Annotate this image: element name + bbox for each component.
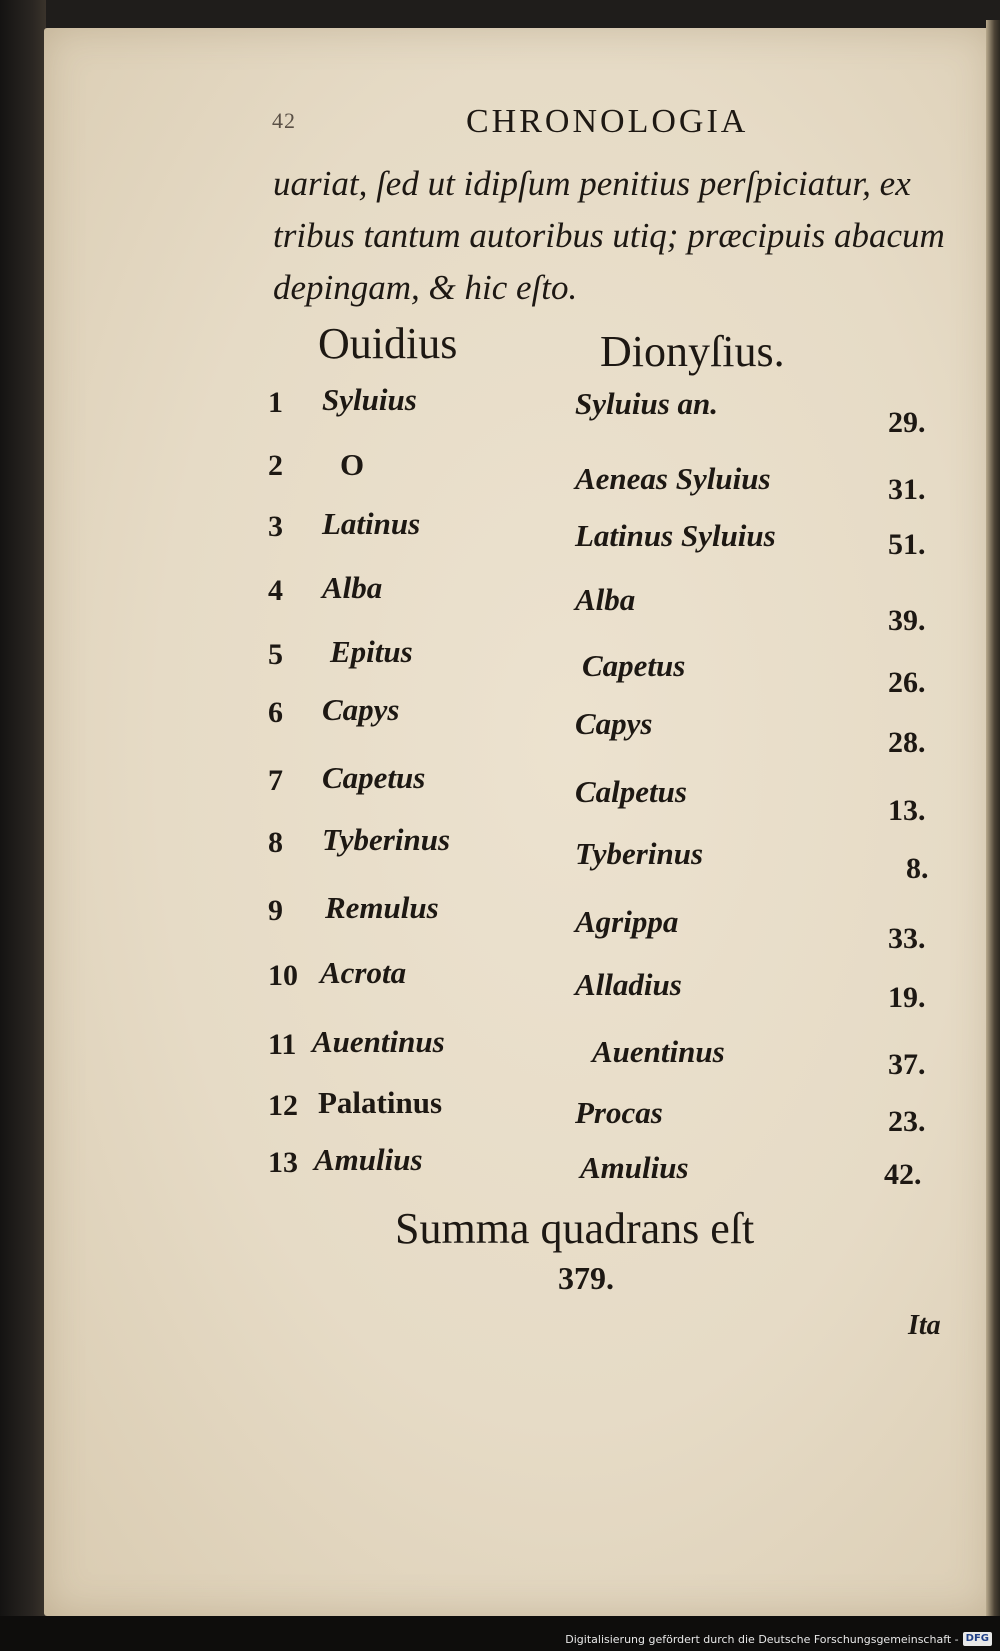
dionysius-name: Procas — [575, 1095, 663, 1130]
dionysius-name: Agrippa — [575, 904, 679, 939]
dionysius-name: Calpetus — [575, 774, 687, 809]
table-row — [0, 445, 1000, 505]
reign-years: 29. — [888, 406, 926, 439]
dionysius-name: Alladius — [575, 967, 682, 1002]
table-row — [0, 955, 1000, 1015]
ovid-name: Palatinus — [318, 1085, 443, 1120]
column-header-ouidius: Ouidius — [318, 319, 458, 368]
ovid-name: Epitus — [330, 634, 413, 669]
row-number: 1 — [268, 386, 283, 419]
reign-years: 51. — [888, 528, 926, 561]
table-row — [0, 382, 1000, 442]
reign-years: 37. — [888, 1048, 926, 1081]
table-row — [0, 506, 1000, 566]
summa-label: Summa quadrans eſt — [395, 1204, 755, 1253]
page-edge — [986, 20, 1000, 1620]
reign-years: 8. — [906, 852, 929, 885]
summa-value: 379. — [558, 1260, 614, 1296]
dionysius-name: Alba — [575, 582, 636, 617]
running-head: CHRONOLOGIA — [466, 103, 749, 140]
dionysius-name: Syluius an. — [575, 386, 719, 421]
reign-years: 31. — [888, 473, 926, 506]
dionysius-name: Tyberinus — [575, 836, 704, 871]
reign-years: 28. — [888, 726, 926, 759]
page-number: 42 — [272, 108, 296, 133]
reign-years: 39. — [888, 604, 926, 637]
table-row — [0, 692, 1000, 759]
row-number: 10 — [268, 959, 298, 992]
row-number: 13 — [268, 1146, 298, 1179]
table-row — [0, 1142, 1000, 1202]
ovid-name: O — [340, 447, 365, 482]
reign-years: 19. — [888, 981, 926, 1014]
ovid-name: Alba — [322, 570, 383, 605]
intro-line: depingam, & hic eſto. — [273, 268, 578, 307]
credit-text: Digitalisierung gefördert durch die Deutsche Forschungsgemeinschaft - — [565, 1632, 959, 1646]
reign-years: 23. — [888, 1105, 926, 1138]
dionysius-name: Auentinus — [592, 1034, 725, 1069]
table-row — [0, 634, 1000, 699]
row-number: 3 — [268, 510, 283, 543]
catchword: Ita — [908, 1310, 941, 1341]
intro-line: tribus tantum autoribus utiq; præcipuis abacum — [273, 216, 945, 255]
row-number: 9 — [268, 894, 283, 927]
intro-paragraph — [273, 158, 953, 314]
reign-years: 13. — [888, 794, 926, 827]
table-row — [0, 890, 1000, 955]
ovid-name: Auentinus — [312, 1024, 445, 1059]
dionysius-name: Amulius — [580, 1150, 689, 1185]
ovid-name: Latinus — [322, 506, 421, 541]
row-number: 7 — [268, 764, 283, 797]
table-row — [0, 760, 1000, 827]
ovid-name: Tyberinus — [322, 822, 451, 857]
reign-years: 33. — [888, 922, 926, 955]
row-number: 2 — [268, 449, 283, 482]
dfg-logo: DFG — [963, 1632, 992, 1646]
reign-years: 26. — [888, 666, 926, 699]
row-number: 11 — [268, 1028, 297, 1061]
ovid-name: Syluius — [322, 382, 417, 417]
table-row — [0, 1024, 1000, 1084]
ovid-name: Capys — [322, 692, 400, 727]
table-row — [0, 570, 1000, 637]
ovid-name: Capetus — [322, 760, 426, 795]
intro-line: uariat, ſed ut idipſum penitius perſpiciatur, ex — [273, 164, 911, 203]
column-header-dionysius: Dionyſius. — [600, 327, 785, 376]
ovid-name: Acrota — [320, 955, 407, 990]
table-row — [0, 822, 1000, 885]
row-number: 6 — [268, 696, 283, 729]
row-number: 4 — [268, 574, 283, 607]
row-number: 5 — [268, 638, 283, 671]
digitization-credit — [565, 1630, 992, 1648]
reign-years: 42. — [884, 1158, 922, 1191]
table-row — [0, 1085, 1000, 1145]
ovid-name: Amulius — [314, 1142, 423, 1177]
ovid-name: Remulus — [325, 890, 439, 925]
dionysius-name: Latinus Syluius — [575, 518, 776, 553]
dionysius-name: Capys — [575, 706, 653, 741]
row-number: 12 — [268, 1089, 298, 1122]
row-number: 8 — [268, 826, 283, 859]
dionysius-name: Aeneas Syluius — [575, 461, 771, 496]
dionysius-name: Capetus — [582, 648, 686, 683]
